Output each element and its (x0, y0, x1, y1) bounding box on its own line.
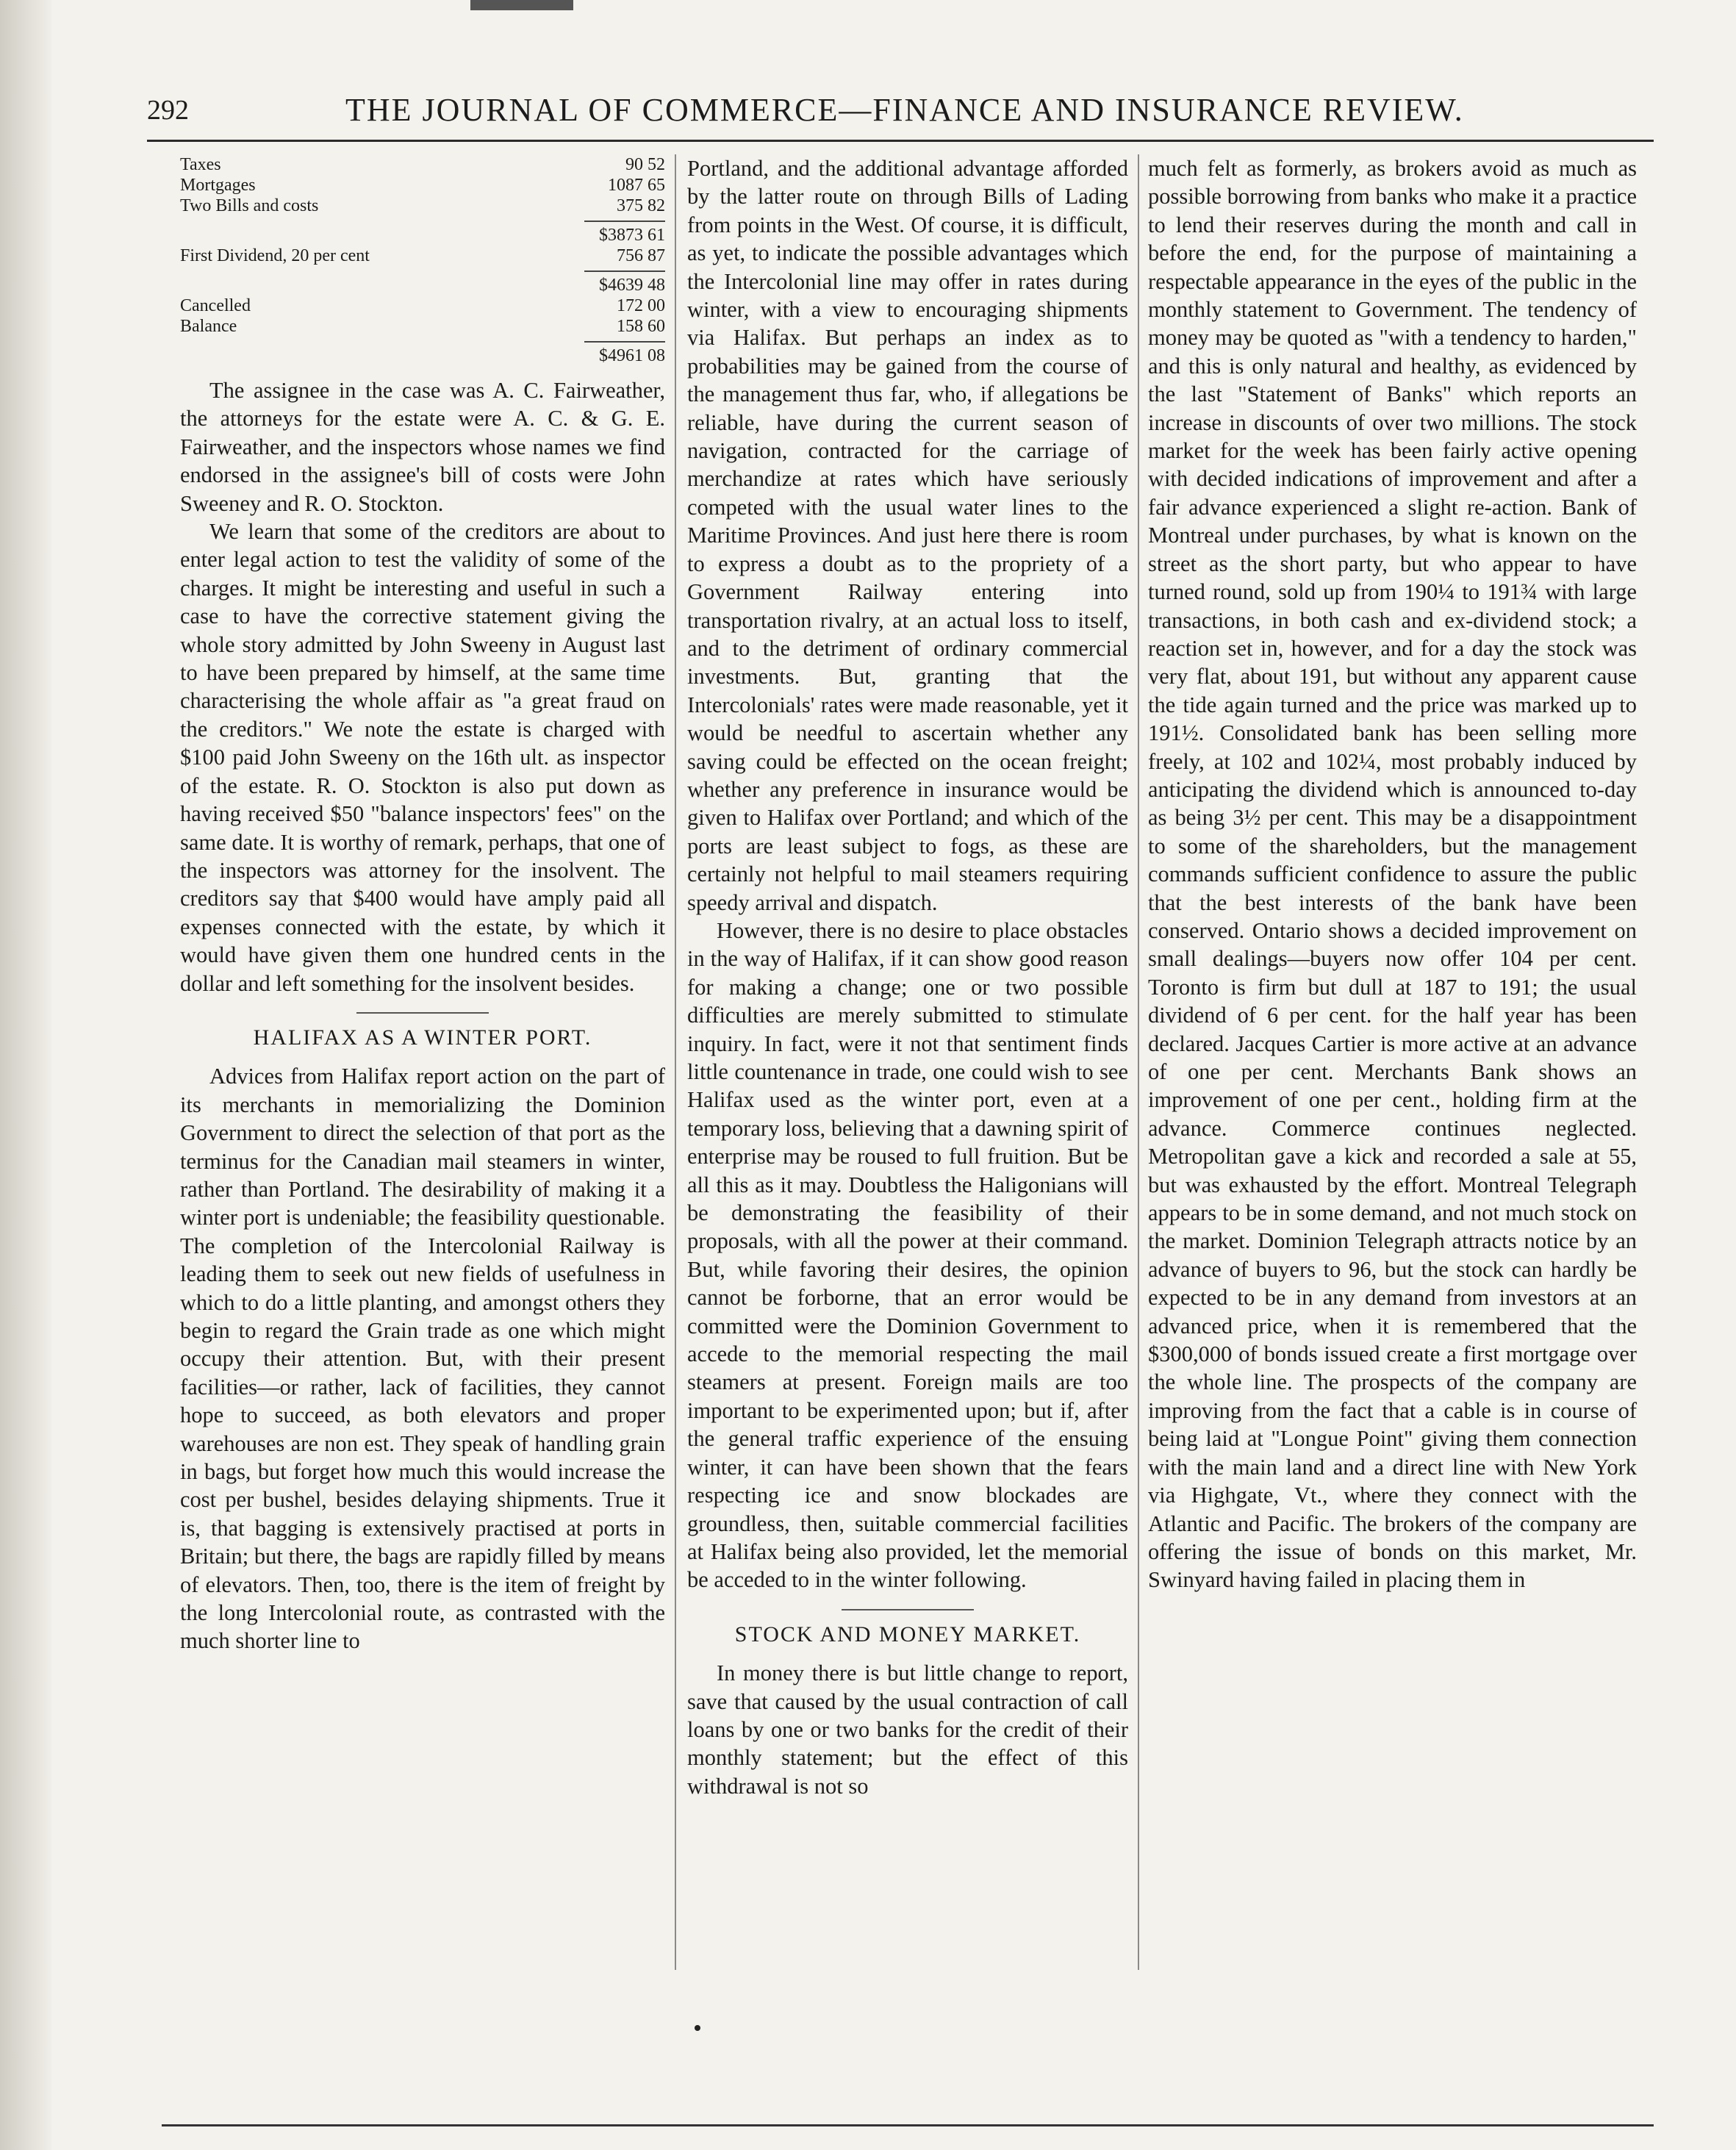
account-row (180, 316, 665, 337)
paragraph: We learn that some of the creditors are about to enter legal action to test the validity of some of the charges. It might be interesting and useful in such a case to have the corrective statement giving the whole story admitted by John Sweeny in August last to have been prepared by himself, at the same time characterising the whole affair as "a great fraud on the creditors." We note the estate is charged with $100 paid John Sweeny on the 16th ult. as inspector of the estate. R. O. Stockton is also put down as having received $50 "balance inspectors' fees" on the same date. It is worthy of remark, perhaps, that one of the inspectors was attorney for the insolvent. The creditors say that $400 would have amply paid all expenses connected with the estate, by which it would have given them one hundred cents in the dollar and left something for the insolvent besides. (180, 519, 665, 996)
paragraph: Advices from Halifax report action on the part of its merchants in memorializing the Dominion Government to direct the selection of that port as the terminus for the Canadian mail steamers in winter, rather than Portland. The desirability of making it a winter port is undeniable; the feasibility questionable. The completion of the Intercolonial Railway is leading them to seek out new fields of usefulness in which to do a little planting, and amongst others they begin to regard the Grain trade as one which might occupy their attention. But, with their present facilities—or rather, lack of facilities, they cannot hope to succeed, as both elevators and proper warehouses are non est. They speak of handling grain in bags, but forget how much this would increase the cost per bushel, besides delaying shipments. True it is, that bagging is extensively practised at ports in Britain; but there, the bags are rapidly filled by means of elevators. Then, too, there is the item of freight by the long Intercolonial route, as contrasted with the much shorter line to (180, 1064, 665, 1654)
heading-rule (842, 1609, 974, 1610)
account-amount: 1087 65 (608, 176, 665, 195)
account-amount: 90 52 (625, 155, 665, 174)
account-subtotal: $3873 61 (599, 226, 665, 245)
account-amount: 158 60 (617, 317, 665, 336)
account-label: Two Bills and costs (180, 196, 319, 215)
paragraph: The assignee in the case was A. C. Fairweather, the attorneys for the estate were A. C. & G. E. Fairweather, and the inspectors whose names we find endorsed in the assignee's bill of costs were John Sweeney and R. O. Stockton. (180, 378, 665, 516)
account-label: First Dividend, 20 per cent (180, 246, 370, 265)
section-heading (180, 1012, 665, 1052)
paragraph: much felt as formerly, as brokers avoid as much as possible borrowing from banks who make it a practice to lend their reserves during the month and call in before the end, for the purpose of maintaining a respectable appearance in the eyes of the public in the monthly statement to Government. The tendency of money may be quoted as "with a tendency to harden," and this is only natural and healthy, as evidenced by the last "Statement of Banks" which reports an increase in discounts of over two millions. The stock market for the week has been fairly active opening with decided indications of improvement and after a fair advance experienced a slight re-action. Bank of Montreal under purchases, by what is known on the street as the short party, but who appear to have turned round, sold up from 190¼ to 191¾ with large transactions, in both cash and ex-dividend stock; a reaction set in, however, and for a day the stock was very flat, about 191, but without any apparent cause the tide again turned and the price was marked up to 191½. Consolidated bank has been selling more freely, at 102 and 102¼, most probably induced by anticipating the dividend which is announced to-day as being 3½ per cent. This may be a disappointment to some of the shareholders, but the management commands sufficient confidence to assure the public that the best interests of the bank have been conserved. Ontario shows a decided improvement on small dealings—buyers now offer 104 per cent. Toronto is firm but dull at 187 to 191; the usual dividend of 6 per cent. for the half year has been declared. Jacques Cartier is more active at an advance of one per cent. Merchants Bank shows an improvement of one per cent., holding firm at the advance. Commerce continues neglected. Metropolitan gave a kick and recorded a sale at 55, but was exhausted by the effort. Montreal Telegraph appears to be in some demand, and not much stock on the market. Dominion Telegraph attracts notice by an advance of buyers to 96, but the stock can hardly be expected to be in any demand from investors at an advanced price, when it is remembered that the $300,000 of bonds issued create a first mortgage over the whole line. The prospects of the company are improving from the fact that a cable is in course of being laid at "Longue Point" giving them connection with the main land and a direct line with New York via Highgate, Vt., where they connect with the Atlantic and Pacific. The brokers of the company are offering the issue of bonds on this market, Mr. Swinyard having failed in placing them in (1148, 156, 1637, 1593)
account-label: Mortgages (180, 176, 256, 195)
header-rule (147, 140, 1654, 142)
account-label: Balance (180, 317, 237, 336)
account-label: Cancelled (180, 296, 251, 315)
account-rule (584, 270, 665, 272)
column-3 (1148, 154, 1637, 1594)
heading-rule (356, 1012, 489, 1014)
section-heading-text: STOCK AND MONEY MARKET. (734, 1622, 1081, 1646)
column-1 (180, 154, 665, 1655)
footer-rule (162, 2124, 1654, 2126)
top-binding-mark (470, 0, 573, 10)
account-row (180, 295, 665, 316)
account-rule (584, 221, 665, 222)
journal-title: THE JOURNAL OF COMMERCE—FINANCE AND INSURANCE REVIEW. (345, 92, 1464, 128)
paragraph: Portland, and the additional advantage afforded by the latter route on through Bills of Lading from points in the West. Of course, it is difficult, as yet, to indicate the possible advantages which the Intercolonial line may offer in rates during winter, with a view to encouraging shipments via Halifax. But perhaps an index as to probabilities may be gained from the course of the management thus far, who, if allegations be reliable, have during the current season of navigation, contracted for the carriage of merchandize at rates which have seriously competed with the usual water lines to the Maritime Provinces. And just here there is room to express a doubt as to the propriety of a Government Railway entering into transportation rivalry, at an actual loss to itself, and to the detriment of ordinary commercial investments. But, granting that the Intercolonials' rates were made reasonable, yet it would be needful to ascertain whether any saving could be effected on the ocean freight; whether any preference in insurance would be given to Halifax over Portland; and which of the ports are least subject to fogs, as these are certainly not helpful to mail steamers requiring speedy arrival and dispatch. (687, 156, 1128, 915)
page-number: 292 (147, 95, 189, 126)
section-heading-text: HALIFAX AS A WINTER PORT. (253, 1025, 592, 1050)
running-header (147, 88, 1463, 132)
column-2 (687, 154, 1128, 1800)
account-label: Taxes (180, 155, 221, 174)
column-rule (1138, 154, 1139, 1970)
account-amount: 756 87 (617, 246, 665, 265)
ink-dot (695, 2025, 700, 2031)
account-row (180, 246, 665, 266)
section-heading (687, 1609, 1128, 1649)
account-statement (180, 154, 665, 366)
paragraph: In money there is but little change to report, save that caused by the usual contraction of call loans by one or two banks for the credit of their monthly statement; but the effect of this withdrawal is not so (687, 1660, 1128, 1799)
paragraph: However, there is no desire to place obstacles in the way of Halifax, if it can show good reason for making a change; one or two possible difficulties are merely submitted to stimulate inquiry. In fact, were it not that sentiment finds little countenance in trade, one could wish to see Halifax used as the winter port, even at a temporary loss, believing that a dawning spirit of enterprise may be roused to full fruition. But be all this as it may. Doubtless the Haligonians will be demonstrating the feasibility of their proposals, with all the power at their command. But, while favoring their desires, the opinion cannot be forborne, that an error would be committed were the Dominion Government to accede to the memorial respecting the mail steamers at present. Foreign mails are too important to be experimented upon; but if, after the general traffic experience of the ensuing winter, it can have been shown that the fears respecting ice and snow blockades are groundless, then, suitable commercial facilities at Halifax being also provided, let the memorial be acceded to in the winter following. (687, 917, 1128, 1593)
account-row (180, 154, 665, 175)
page-edge-shadow (0, 0, 51, 2150)
column-rule (675, 154, 676, 1970)
account-row (180, 175, 665, 196)
account-rule (584, 341, 665, 343)
account-amount: 172 00 (617, 296, 665, 315)
account-total: $4961 08 (599, 346, 665, 365)
account-subtotal: $4639 48 (599, 276, 665, 295)
account-row (180, 196, 665, 216)
account-amount: 375 82 (617, 196, 665, 215)
